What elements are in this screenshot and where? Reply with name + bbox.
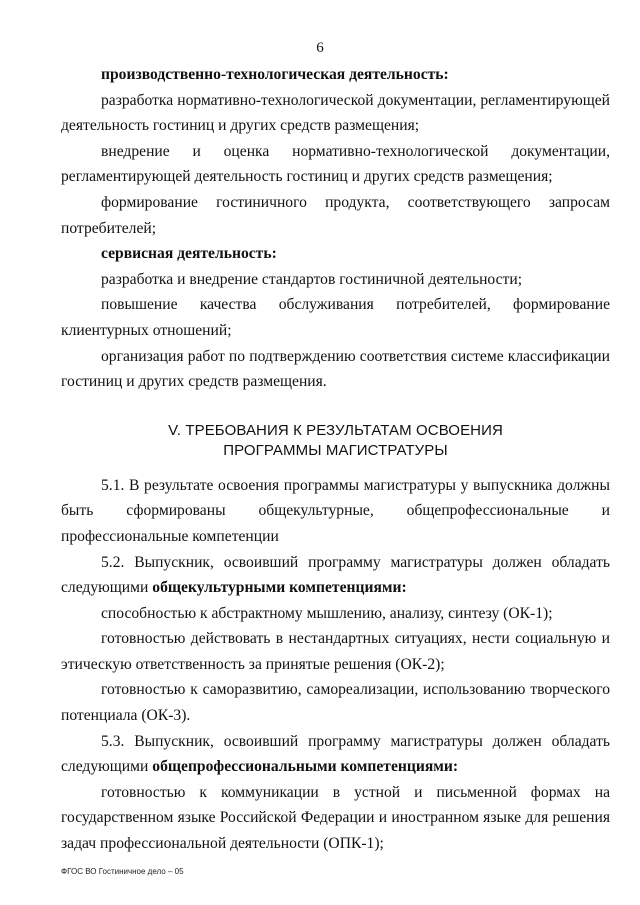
clause-5-2 [61, 550, 610, 601]
clause-5-3 [61, 729, 610, 780]
clause-5-3-emphasis: общепрофессиональными компетенциями: [152, 758, 459, 776]
ok-item-2: готовностью действовать в нестандартных ситуациях, нести социальную и этическую ответственность за принятые решения (ОК-2); [61, 630, 610, 673]
ok-item-3: готовностью к саморазвитию, самореализации, использованию творческого потенциала (ОК-3). [61, 681, 610, 725]
clause-5-2-text: 5.2. Выпускник, освоивший программу магистратуры должен обладать следующими [61, 553, 610, 597]
page-number: 6 [316, 40, 324, 56]
heading-line-1: V. ТРЕБОВАНИЯ К РЕЗУЛЬТАТАМ ОСВОЕНИЯ [168, 421, 503, 439]
clause-5-3-text: 5.3. Выпускник, освоивший программу магистратуры должен обладать следующими [61, 732, 610, 776]
document-footer: ФГОС ВО Гостиничное дело – 05 [61, 867, 184, 876]
production-item-1: разработка нормативно-технологической документации, регламентирующей деятельность гостиниц и других средств размещения; [61, 91, 610, 135]
clause-5-1: 5.1. В результате освоения программы магистратуры у выпускника должны быть сформированы общекультурные, общепрофессиональные и профессиональные компетенции [61, 476, 610, 545]
service-item-3: организация работ по подтверждению соответствия системе классификации гостиниц и других средств размещения. [61, 347, 610, 391]
section-title-production: производственно-технологическая деятельность: [101, 66, 449, 83]
clause-5-2-emphasis: общекультурными компетенциями: [152, 579, 407, 597]
production-item-2: внедрение и оценка нормативно-технологической документации, регламентирующей деятельность гостиниц и других средств размещения; [61, 142, 610, 186]
section-title-service: сервисная деятельность: [101, 245, 277, 263]
service-item-1: разработка и внедрение стандартов гостиничной деятельности; [101, 270, 523, 288]
heading-line-2: ПРОГРАММЫ МАГИСТРАТУРЫ [223, 441, 448, 459]
opk-item-1: готовностью к коммуникации в устной и письменной формах на государственном языке Российской Федерации и иностранном языке для решения задач профессиональной деятельности (ОПК-1); [61, 783, 610, 853]
production-item-3: формирование гостиничного продукта, соответствующего запросам потребителей; [61, 193, 610, 237]
section-heading-v [61, 421, 610, 461]
service-item-2: повышение качества обслуживания потребителей, формирование клиентурных отношений; [61, 296, 610, 339]
document-body [61, 62, 610, 857]
ok-item-1: способностью к абстрактному мышлению, анализу, синтезу (ОК-1); [101, 604, 553, 622]
